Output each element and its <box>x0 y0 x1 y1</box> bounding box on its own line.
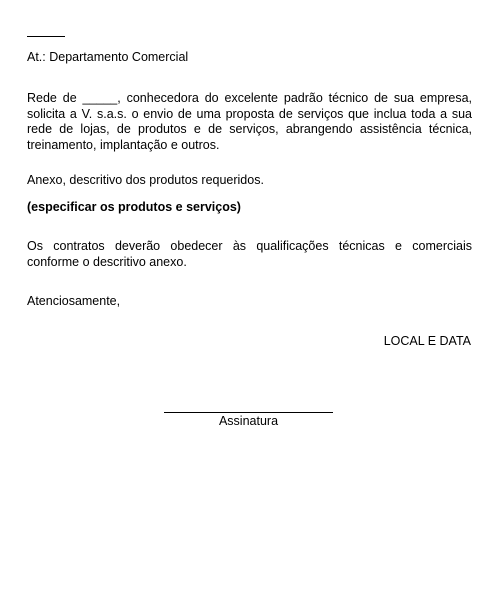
place-and-date: LOCAL E DATA <box>383 334 471 348</box>
closing-salutation: Atenciosamente, <box>27 294 121 308</box>
addressee: At.: Departamento Comercial <box>27 50 189 64</box>
annex-line: Anexo, descritivo dos produtos requeridos. <box>27 173 264 187</box>
contracts-paragraph: Os contratos deverão obedecer às qualificações técnicas e comerciais conforme o descritivo anexo. <box>27 239 472 269</box>
signature-line <box>164 412 333 413</box>
request-paragraph: Rede de _____, conhecedora do excelente padrão técnico de sua empresa, solicita a V. s.a.s. o envio de uma proposta de serviços que inclua toda a sua rede de lojas, de produtos e de serviços, abrangendo assistência técnica, treinamento, implantação e outros. <box>27 91 472 152</box>
top-blank-line <box>27 36 65 37</box>
signature-label: Assinatura <box>218 414 279 428</box>
specify-products-line: (especificar os produtos e serviços) <box>27 200 241 214</box>
